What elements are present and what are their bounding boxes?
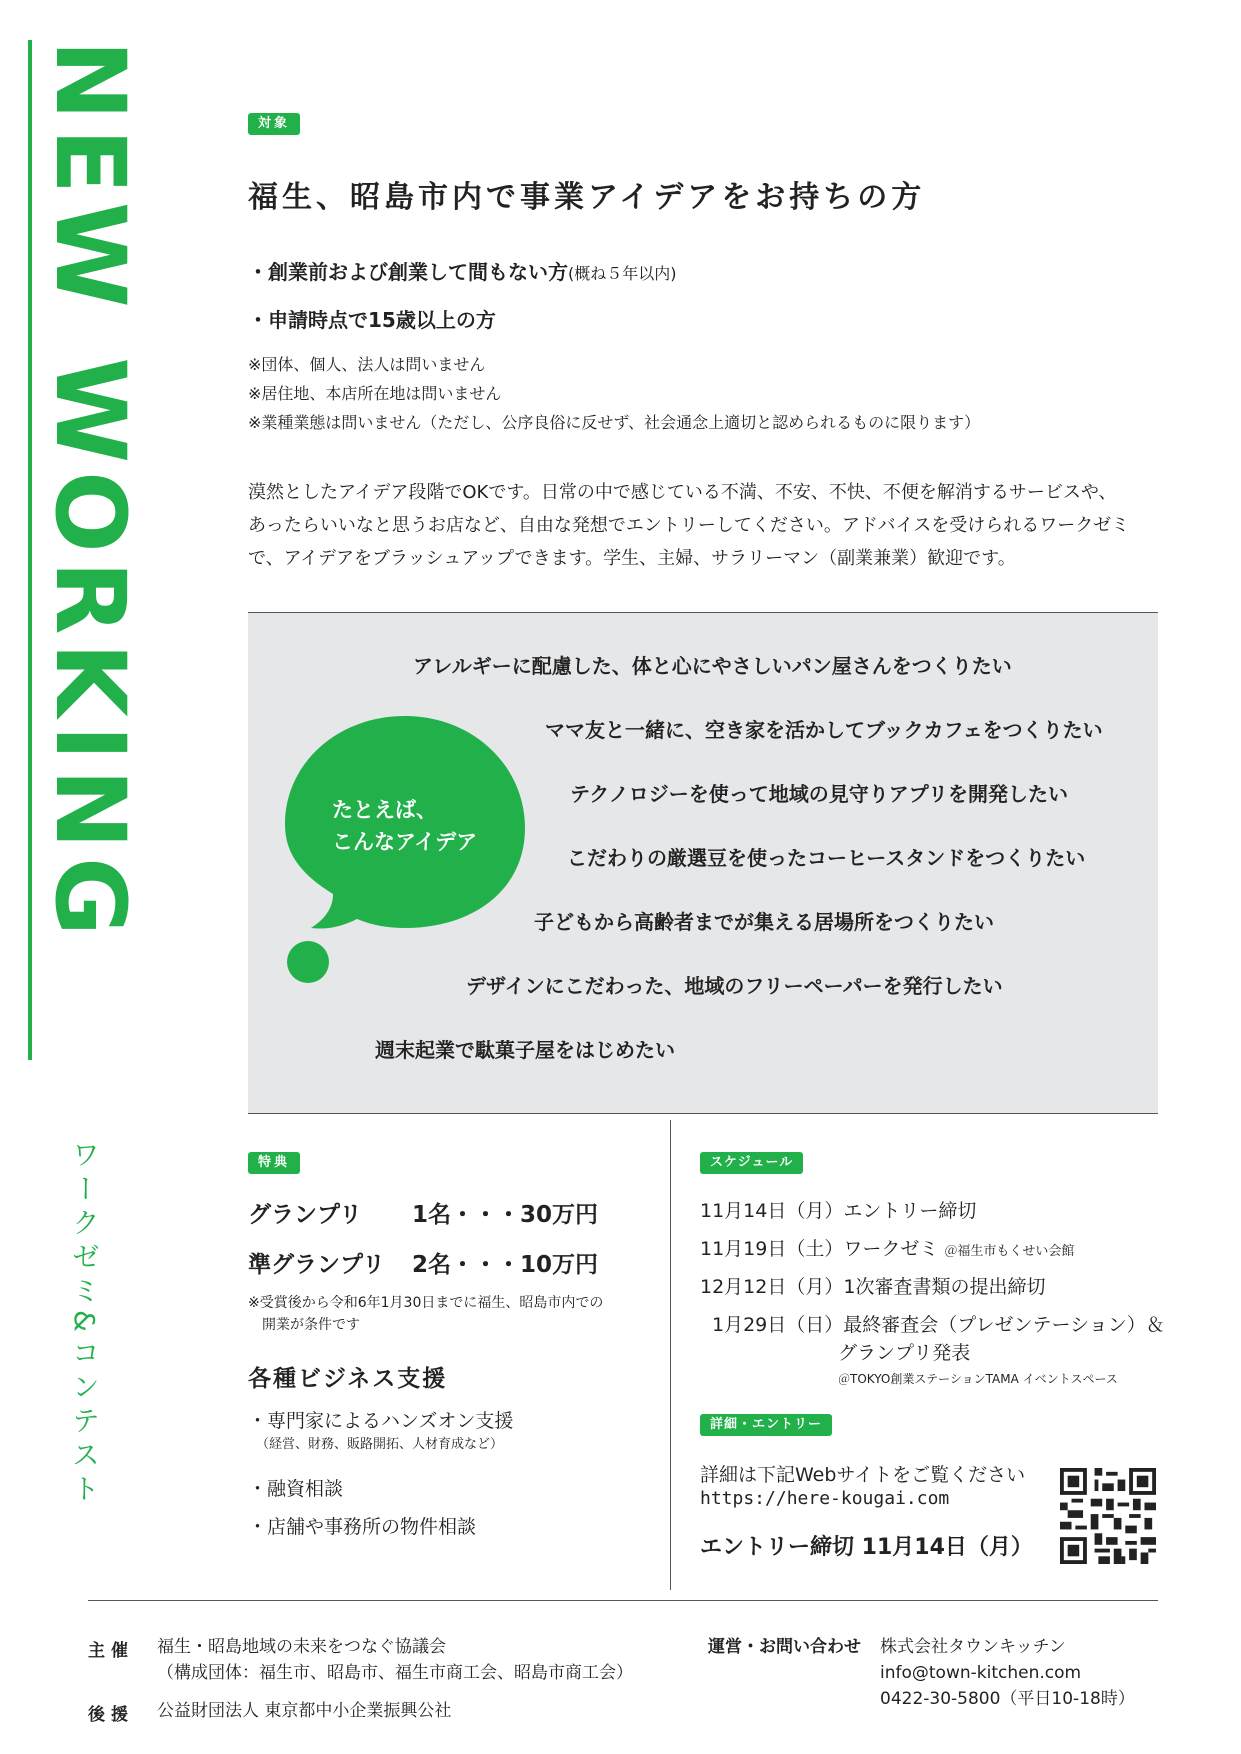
idea-item: デザインにこだわった、地域のフリーペーパーを発行したい — [466, 974, 1003, 998]
support-title: 各種ビジネス支援 — [248, 1366, 448, 1392]
target-bullet-1: ・創業前および創業して間もない方(概ね５年以内) — [248, 260, 677, 284]
support-item: ・融資相談 — [248, 1478, 344, 1500]
target-note: ※団体、個人、法人は問いません — [248, 355, 486, 374]
idea-item: テクノロジーを使って地域の見守りアプリを開発したい — [570, 782, 1068, 806]
schedule-place: ＠TOKYO創業ステーションTAMA イベントスペース — [838, 1372, 1118, 1386]
entry-url-link[interactable]: https://here-kougai.com — [700, 1488, 950, 1509]
target-bullet-2: ・申請時点で15歳以上の方 — [248, 308, 496, 332]
target-heading: 福生、昭島市内で事業アイデアをお持ちの方 — [248, 180, 926, 215]
host-members: （構成団体：福生市、昭島市、福生市商工会、昭島市商工会） — [157, 1663, 633, 1683]
target-tag: 対象 — [248, 113, 300, 135]
schedule-item-continued: グランプリ発表 — [838, 1342, 971, 1364]
schedule-item: 1月29日（日）最終審査会（プレゼンテーション）＆ — [712, 1314, 1165, 1336]
bubble-dot-icon — [286, 940, 330, 984]
host-name: 福生・昭島地域の未来をつなぐ協議会 — [157, 1637, 446, 1657]
qr-code-icon[interactable] — [1060, 1468, 1156, 1564]
column-divider — [670, 1120, 671, 1590]
operator-company: 株式会社タウンキッチン — [880, 1637, 1066, 1657]
side-title: NEW WORKING — [34, 40, 146, 944]
grand-prix-value: 1名・・・30万円 — [412, 1202, 599, 1228]
benefits-note: ※受賞後から令和6年1月30日までに福生、昭島市内での 開業が条件です — [248, 1295, 604, 1333]
target-note: ※居住地、本店所在地は問いません — [248, 384, 502, 403]
support-item: ・専門家によるハンズオン支援 — [248, 1410, 514, 1432]
entry-deadline: エントリー締切 11月14日（月） — [700, 1535, 1033, 1560]
idea-item: ママ友と一緒に、空き家を活かしてブックカフェをつくりたい — [545, 718, 1103, 742]
entry-tag: 詳細・エントリー — [700, 1414, 832, 1436]
semi-grand-prix-label: 準グランプリ — [248, 1252, 386, 1278]
footer-divider — [88, 1600, 1158, 1601]
operator-label: 運営・お問い合わせ — [708, 1637, 861, 1657]
target-bullet-1-note: (概ね５年以内) — [568, 264, 677, 283]
target-description: 漠然としたアイデア段階でOKです。日常の中で感じている不満、不安、不快、不便を解消するサービスや、 あったらいいなと思うお店など、自由な発想でエントリーしてください。アドバイスを受けられるワークゼミ で、アイデアをブラッシュアップできます。学生、主婦、サラリーマン（副業兼業）歓迎です。 — [248, 482, 1130, 569]
support-label: 後援 — [88, 1705, 134, 1725]
operator-email-link[interactable]: info@town-kitchen.com — [880, 1663, 1082, 1683]
schedule-tag: スケジュール — [700, 1152, 803, 1174]
support-item: ・店舗や事務所の物件相談 — [248, 1516, 477, 1538]
target-note: ※業種業態は問いません（ただし、公序良俗に反せず、社会通念上適切と認められるものに限ります） — [248, 413, 981, 432]
schedule-item: 11月19日（土）ワークゼミ ＠福生市もくせい会館 — [700, 1238, 1075, 1260]
schedule-place: ＠福生市もくせい会館 — [944, 1244, 1075, 1259]
ideas-bubble-text: たとえば、 こんなアイデア — [332, 798, 478, 854]
idea-item: 子どもから高齢者までが集える居場所をつくりたい — [534, 910, 994, 934]
support-item-note: （経営、財務、販路開拓、人材育成など） — [256, 1437, 504, 1452]
operator-phone: 0422-30-5800（平日10-18時） — [880, 1689, 1135, 1709]
semi-grand-prix-value: 2名・・・10万円 — [412, 1252, 599, 1278]
entry-info: 詳細は下記Webサイトをご覧ください — [700, 1464, 1026, 1486]
benefits-tag: 特典 — [248, 1152, 300, 1174]
idea-item: 週末起業で駄菓子屋をはじめたい — [375, 1038, 675, 1062]
host-label: 主催 — [88, 1641, 134, 1661]
schedule-item: 11月14日（月）エントリー締切 — [700, 1200, 977, 1222]
side-subtitle: ワークゼミ&コンテスト — [68, 1140, 101, 1508]
support-name: 公益財団法人 東京都中小企業振興公社 — [157, 1701, 452, 1721]
idea-item: アレルギーに配慮した、体と心にやさしいパン屋さんをつくりたい — [413, 654, 1012, 678]
grand-prix-label: グランプリ — [248, 1202, 363, 1228]
idea-item: こだわりの厳選豆を使ったコーヒースタンドをつくりたい — [567, 846, 1086, 870]
side-title-bar — [28, 40, 146, 1060]
schedule-item: 12月12日（月）1次審査書類の提出締切 — [700, 1276, 1046, 1298]
